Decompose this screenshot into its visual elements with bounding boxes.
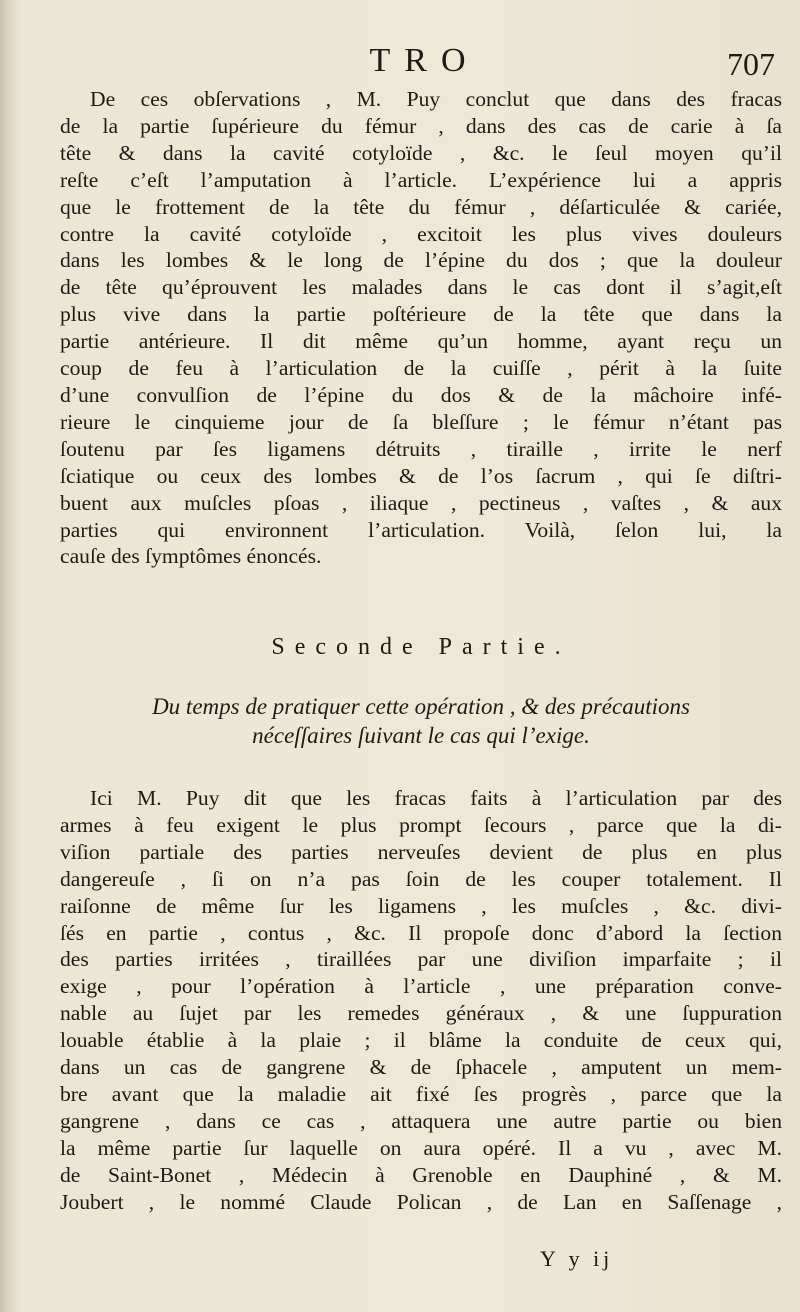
text-line: dangereuſe , ſi on n’a pas ſoin de les couper totalement. Il	[60, 866, 782, 891]
text-line: armes à feu exigent le plus prompt ſecours , parce que la di-	[60, 812, 782, 837]
text-line: Joubert , le nommé Claude Polican , de Lan en Saſſenage ,	[60, 1189, 782, 1214]
text-line: rieure le cinquieme jour de ſa bleſſure ; le fémur n’étant pas	[60, 409, 782, 434]
text-line: buent aux muſcles pſoas , iliaque , pectineus , vaſtes , & aux	[60, 490, 782, 515]
text-line: Ici M. Puy dit que les fracas faits à l’articulation par des	[90, 786, 782, 810]
section-heading: Seconde Partie.	[271, 634, 571, 660]
text-line: coup de feu à l’articulation de la cuiſſe , périt à la ſuite	[60, 356, 782, 381]
text-line: louable établie à la plaie ; il blâme la conduite de ceux qui,	[60, 1028, 782, 1053]
text-line: ſciatique ou ceux des lombes & de l’os ſacrum , qui ſe diſtri-	[60, 463, 782, 488]
text-line: bre avant que la maladie ait fixé ſes progrès , parce que la	[60, 1081, 782, 1106]
section-subtitle	[60, 692, 782, 750]
text-line: la même partie ſur laquelle on aura opéré. Il a vu , avec M.	[60, 1135, 782, 1160]
text-line: reſte c’eſt l’amputation à l’article. L’expérience lui a appris	[60, 167, 782, 192]
text-line: dans les lombes & le long de l’épine du dos ; que la douleur	[60, 248, 782, 273]
text-line: viſion partiale des parties nerveuſes devient de plus en plus	[60, 839, 782, 864]
text-line: des parties irritées , tiraillées par une diviſion imparfaite ; il	[60, 947, 782, 972]
text-line: ſés en partie , contus , &c. Il propoſe donc d’abord la ſection	[60, 920, 782, 945]
text-line: de Saint-Bonet , Médecin à Grenoble en Dauphiné , & M.	[60, 1162, 782, 1187]
text-line: tête & dans la cavité cotyloïde , &c. le ſeul moyen qu’il	[60, 140, 782, 165]
text-line: de tête qu’éprouvent les malades dans le cas dont il s’agit,eſt	[60, 275, 782, 300]
page-header	[60, 42, 775, 90]
text-line: raiſonne de même ſur les ligamens , les muſcles , &c. divi-	[60, 893, 782, 918]
text-line: de la partie ſupérieure du fémur , dans des cas de carie à ſa	[60, 113, 782, 138]
text-line: dans un cas de gangrene & de ſphacele , amputent un mem-	[60, 1055, 782, 1080]
paragraph-1	[60, 86, 782, 570]
text-line: que le frottement de la tête du fémur , déſarticulée & cariée,	[60, 194, 782, 219]
page-number: 707	[727, 46, 775, 82]
running-head: TRO	[369, 42, 480, 79]
subtitle-line: Du temps de pratiquer cette opération , & des précautions	[152, 694, 690, 719]
text-line: nable au ſujet par les remedes généraux , & une ſuppuration	[60, 1001, 782, 1026]
text-line: ſoutenu par ſes ligamens détruits , tiraille , irrite le nerf	[60, 436, 782, 461]
subtitle-line: néceſſaires ſuivant le cas qui l’exige.	[252, 723, 590, 748]
text-line: plus vive dans la partie poſtérieure de la tête que dans la	[60, 302, 782, 327]
text-line: partie antérieure. Il dit même qu’un homme, ayant reçu un	[60, 329, 782, 354]
text-line: exige , pour l’opération à l’article , une préparation conve-	[60, 974, 782, 999]
paragraph-2	[60, 785, 782, 1216]
text-line: contre la cavité cotyloïde , excitoit les plus vives douleurs	[60, 221, 782, 246]
signature-mark: Y y ij	[540, 1246, 614, 1271]
text-line: d’une convulſion de l’épine du dos & de la mâchoire infé-	[60, 382, 782, 407]
text-line: parties qui environnent l’articulation. Voilà, ſelon lui, la	[60, 517, 782, 542]
text-line: gangrene , dans ce cas , attaquera une autre partie ou bien	[60, 1108, 782, 1133]
text-line: cauſe des ſymptômes énoncés.	[60, 544, 322, 569]
text-line: De ces obſervations , M. Puy conclut que dans des fracas	[90, 87, 782, 111]
